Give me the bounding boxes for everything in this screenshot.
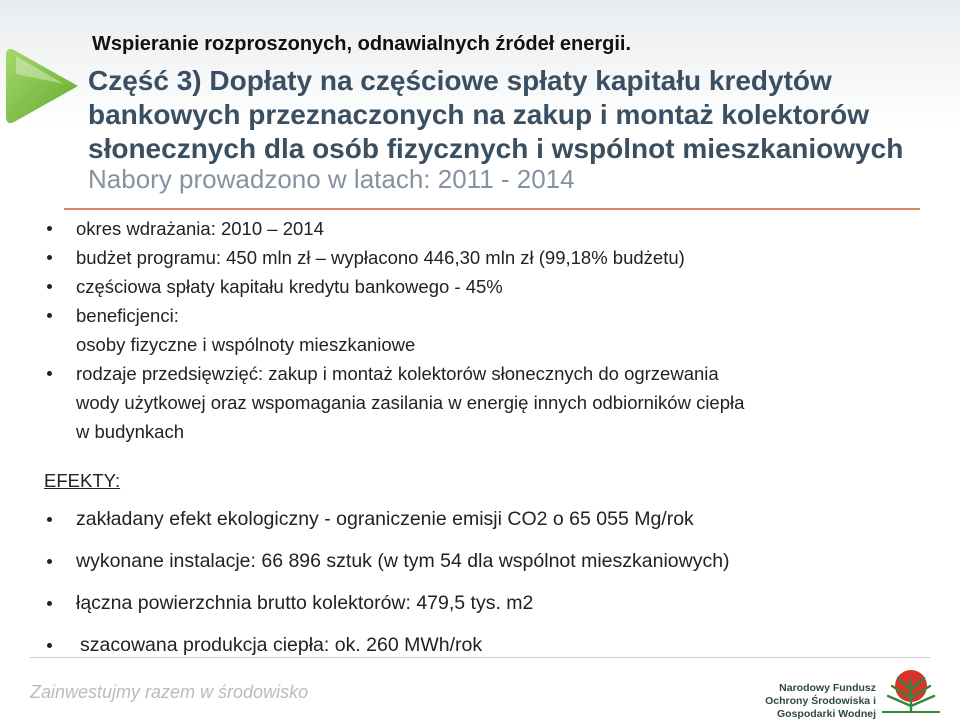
main-title-line-1: Część 3) Dopłaty na częściowe spłaty kapitału kredytów: [88, 65, 832, 96]
effects-item: wykonane instalacje: 66 896 sztuk (w tym 54 dla wspólnot mieszkaniowych): [44, 540, 924, 582]
logo-text: [730, 682, 876, 721]
main-title: [88, 64, 928, 166]
main-title-line-3: słonecznych dla osób fizycznych i wspólnot mieszkaniowych: [88, 133, 904, 164]
logo-line-2: Ochrony Środowiska i Gospodarki Wodnej: [765, 695, 876, 720]
nfosigw-logo: [730, 660, 954, 720]
title-divider: [64, 208, 920, 210]
effects-item: łączna powierzchnia brutto kolektorów: 479,5 tys. m2: [44, 582, 924, 624]
effects-item: szacowana produkcja ciepła: ok. 260 MWh/rok: [44, 624, 924, 666]
list-item: rodzaje przedsięwzięć: zakup i montaż kolektorów słonecznych do ogrzewania: [44, 359, 924, 388]
top-title: Wspieranie rozproszonych, odnawialnych źródeł energii.: [92, 33, 631, 55]
list-item: okres wdrażania: 2010 – 2014: [44, 214, 924, 243]
green-arrow-icon: [4, 44, 86, 128]
sun-tree-logo-icon: [878, 660, 944, 714]
list-item: beneficjenci:: [44, 301, 924, 330]
subtitle: Nabory prowadzono w latach: 2011 - 2014: [88, 164, 575, 194]
list-item: budżet programu: 450 mln zł – wypłacono 446,30 mln zł (99,18% budżetu): [44, 243, 924, 272]
footer-divider: [30, 657, 930, 658]
main-title-line-2: bankowych przeznaczonych na zakup i montaż kolektorów: [88, 99, 870, 130]
logo-line-1: Narodowy Fundusz: [779, 682, 876, 694]
effects-item: zakładany efekt ekologiczny - ograniczenie emisji CO2 o 65 055 Mg/rok: [44, 498, 924, 540]
list-item-continuation: osoby fizyczne i wspólnoty mieszkaniowe: [76, 334, 416, 355]
effects-heading: EFEKTY:: [44, 470, 121, 491]
bullet-list: [44, 214, 924, 446]
list-item-continuation: wody użytkowej oraz wspomagania zasilania w energię innych odbiorników ciepła: [76, 392, 745, 413]
list-item: częściowa spłaty kapitału kredytu bankowego - 45%: [44, 272, 924, 301]
list-item-continuation: w budynkach: [76, 421, 184, 442]
footer-slogan: Zainwestujmy razem w środowisko: [30, 682, 309, 702]
effects-section: [44, 468, 924, 666]
